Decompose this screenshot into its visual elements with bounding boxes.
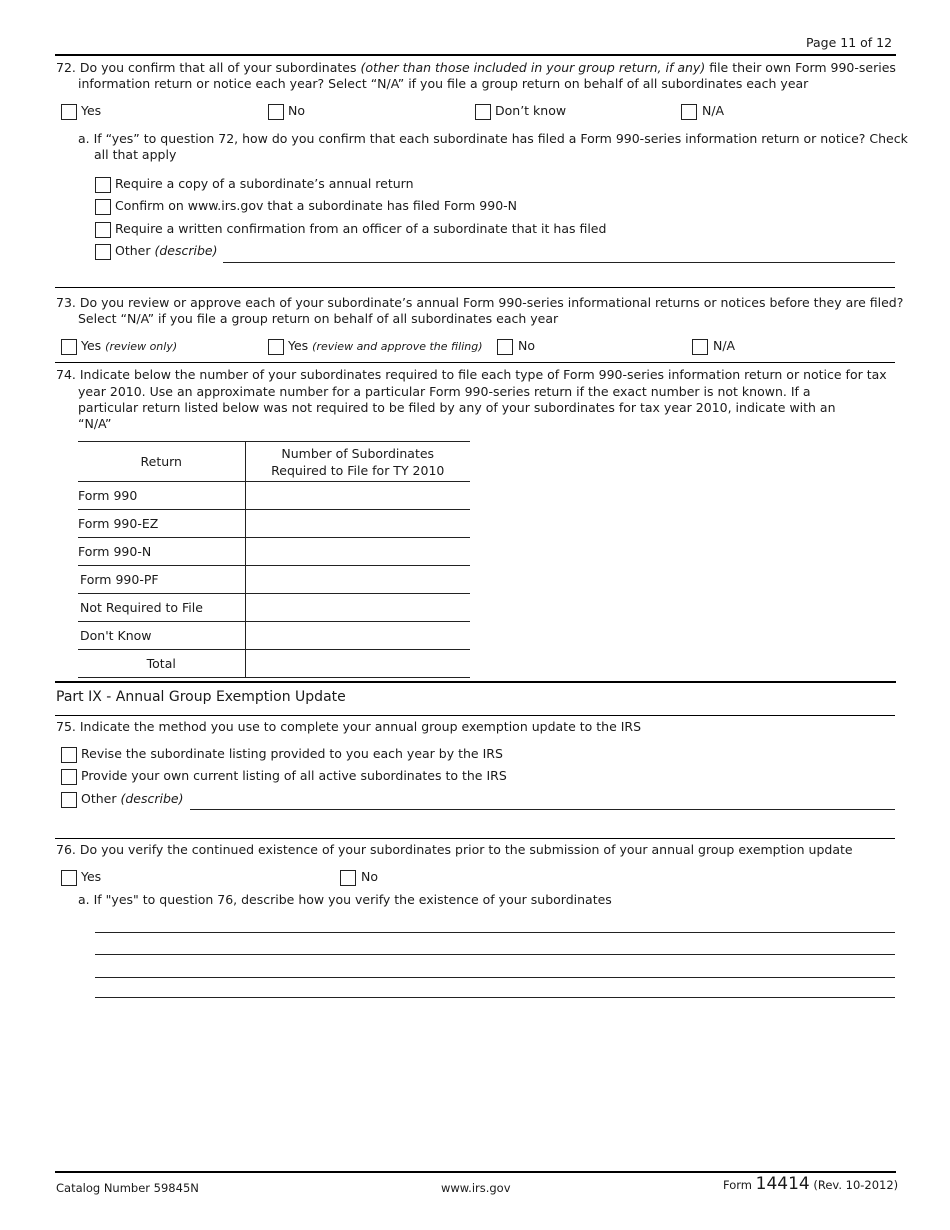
table-row: [78, 566, 470, 594]
q72a-written-checkbox[interactable]: [95, 222, 111, 238]
table-row: [78, 650, 470, 678]
count-input-form-990-pf[interactable]: [245, 566, 470, 594]
q73-na-label: N/A: [713, 338, 736, 353]
q72-yes-checkbox[interactable]: [61, 104, 77, 120]
q76a-answer-line-4[interactable]: [95, 997, 895, 998]
table-row: [78, 482, 470, 510]
q72a-text: a. If “yes” to question 72, how do you confirm that each subordinate has filed a Form 990-series information return or notice? Check: [78, 131, 908, 146]
q72-text-line2: information return or notice each year? Select “N/A” if you file a group return on behalf of all subordinates each year: [78, 76, 809, 91]
q72a-irs-gov-label: Confirm on www.irs.gov that a subordinate has filed Form 990-N: [115, 198, 518, 213]
part9-title: Part IX - Annual Group Exemption Update: [56, 689, 346, 705]
q76-yes-label: Yes: [81, 869, 102, 884]
q74-text-line2: year 2010. Use an approximate number for a particular Form 990-series return if the exact number is not known. If a: [78, 384, 811, 399]
col-count-header: Number of Subordinates Required to File for TY 2010: [245, 442, 470, 482]
q72-na-label: N/A: [702, 103, 725, 118]
q74-table: [78, 441, 470, 678]
q76a-text: a. If "yes" to question 76, describe how you verify the existence of your subordinates: [78, 892, 612, 907]
count-input-form-990[interactable]: [245, 482, 470, 510]
q72-dont-know-label: Don’t know: [495, 103, 567, 118]
table-row: [78, 594, 470, 622]
catalog-number: Catalog Number 59845N: [56, 1181, 199, 1195]
q76-yes-checkbox[interactable]: [61, 870, 77, 886]
table-row: [78, 538, 470, 566]
q75-provide-label: Provide your own current listing of all active subordinates to the IRS: [81, 768, 507, 783]
table-header-row: [78, 442, 470, 482]
table-row: [78, 622, 470, 650]
total-label: Total: [78, 650, 245, 678]
q76-text: 76. Do you verify the continued existence of your subordinates prior to the submission of your annual group exemption update: [56, 842, 853, 857]
divider: [55, 838, 895, 839]
q72-na-checkbox[interactable]: [681, 104, 697, 120]
website-link[interactable]: www.irs.gov: [441, 1181, 511, 1195]
header-rule: [55, 54, 896, 56]
q72-text: 72. Do you confirm that all of your subordinates (other than those included in your group return, if any) file their own Form 990-series: [56, 60, 896, 75]
q72a-copy-checkbox[interactable]: [95, 177, 111, 193]
q75-revise-label: Revise the subordinate listing provided to you each year by the IRS: [81, 746, 503, 761]
q72a-written-label: Require a written confirmation from an officer of a subordinate that it has filed: [115, 221, 607, 236]
q72a-other-describe-field[interactable]: [223, 262, 895, 263]
q75-other-checkbox[interactable]: [61, 792, 77, 808]
q76a-answer-line-3[interactable]: [95, 977, 895, 978]
q73-no-checkbox[interactable]: [497, 339, 513, 355]
q72a-text-line2: all that apply: [94, 147, 177, 162]
q73-text: 73. Do you review or approve each of your subordinate’s annual Form 990-series informational returns or notices before they are filed?: [56, 295, 904, 310]
q72-yes-label: Yes: [81, 103, 102, 118]
q73-no-label: No: [518, 338, 535, 353]
q73-yes-review-label: Yes (review only): [81, 338, 178, 353]
col-return-header: Return: [78, 442, 245, 482]
q72a-other-label: Other (describe): [115, 243, 218, 258]
q76a-answer-line-2[interactable]: [95, 954, 895, 955]
row-label: Form 990-N: [78, 538, 245, 566]
q76a-answer-line-1[interactable]: [95, 932, 895, 933]
q74-text-line3: particular return listed below was not required to be filed by any of your subordinates for tax year 2010, indicate with an: [78, 400, 836, 415]
count-input-form-990-ez[interactable]: [245, 510, 470, 538]
divider: [55, 362, 895, 363]
row-label: Form 990-PF: [78, 566, 245, 594]
count-input-total[interactable]: [245, 650, 470, 678]
count-input-form-990-n[interactable]: [245, 538, 470, 566]
part-divider: [55, 681, 896, 683]
q72-no-checkbox[interactable]: [268, 104, 284, 120]
divider: [55, 715, 895, 716]
q73-yes-review-checkbox[interactable]: [61, 339, 77, 355]
q75-revise-checkbox[interactable]: [61, 747, 77, 763]
q73-yes-approve-label: Yes (review and approve the filing): [288, 338, 483, 353]
q72-dont-know-checkbox[interactable]: [475, 104, 491, 120]
footer-rule: [55, 1171, 896, 1173]
q72a-other-checkbox[interactable]: [95, 244, 111, 260]
count-input-dont-know[interactable]: [245, 622, 470, 650]
q75-other-label: Other (describe): [81, 791, 184, 806]
row-label: Form 990: [78, 482, 245, 510]
row-label: Form 990-EZ: [78, 510, 245, 538]
q73-na-checkbox[interactable]: [692, 339, 708, 355]
q75-provide-checkbox[interactable]: [61, 769, 77, 785]
row-label: Don't Know: [78, 622, 245, 650]
q76-no-label: No: [361, 869, 378, 884]
q72a-copy-label: Require a copy of a subordinate’s annual return: [115, 176, 414, 191]
row-label: Not Required to File: [78, 594, 245, 622]
q72a-irs-gov-checkbox[interactable]: [95, 199, 111, 215]
table-row: [78, 510, 470, 538]
q74-text-line4: “N/A”: [78, 416, 112, 431]
q72-no-label: No: [288, 103, 305, 118]
q73-text-line2: Select “N/A” if you file a group return on behalf of all subordinates each year: [78, 311, 559, 326]
q74-text: 74. Indicate below the number of your subordinates required to file each type of Form 990-series information return or notice for tax: [56, 367, 887, 382]
divider: [55, 287, 895, 288]
q75-text: 75. Indicate the method you use to complete your annual group exemption update to the IRS: [56, 719, 642, 734]
q76-no-checkbox[interactable]: [340, 870, 356, 886]
page-number: Page 11 of 12: [806, 35, 893, 50]
count-input-not-required[interactable]: [245, 594, 470, 622]
form-id: Form 14414 (Rev. 10-2012): [723, 1174, 899, 1194]
q73-yes-approve-checkbox[interactable]: [268, 339, 284, 355]
q75-other-describe-field[interactable]: [190, 809, 895, 810]
